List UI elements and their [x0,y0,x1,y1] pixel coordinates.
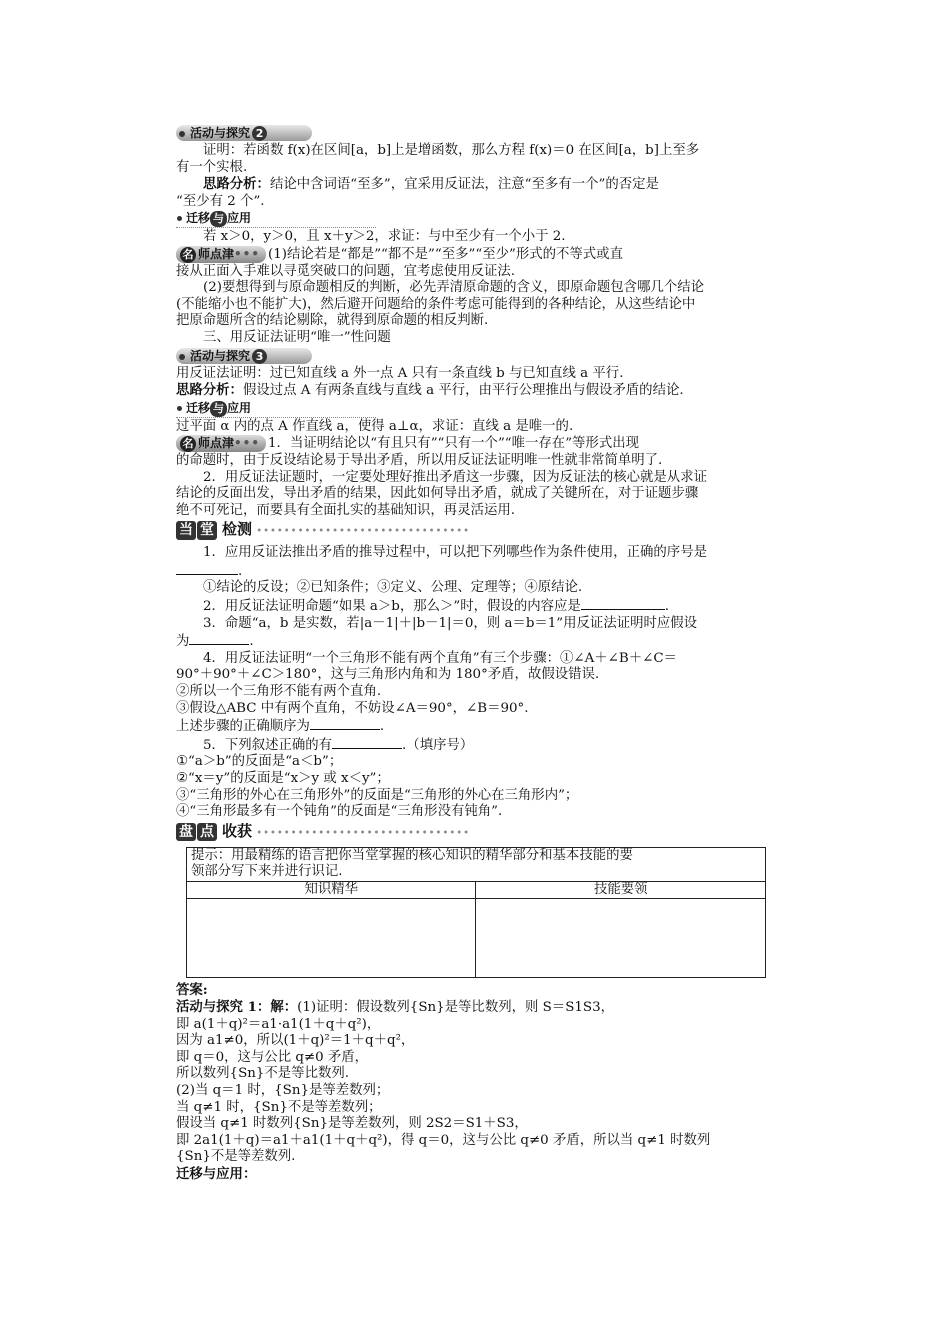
heading-block: 堂 [197,521,217,540]
answer-text: (1)证明：假设数列{Sn}是等比数列，则 S＝S1S3， [297,999,614,1015]
paragraph: 过平面 α 内的点 A 作直线 a，使得 a⊥α，求证：直线 a 是唯一的. [176,418,574,434]
section-heading-test [176,521,776,543]
paragraph: 接从正面入手难以寻觅突破口的问题，宜考虑使用反证法. [176,263,516,279]
option: ④“三角形最多有一个钝角”的反面是“三角形没有钝角”. [176,804,503,820]
heading-block: 当 [176,521,196,540]
paragraph: 绝不可死记，而要具有全面扎实的基础知识，再灵活运用. [176,502,516,518]
ming-icon: 名 [180,436,196,452]
teacher-note [176,435,776,453]
answer-line: (2)当 q＝1 时，{Sn}是等差数列； [176,1082,390,1098]
section-heading-harvest [176,823,776,845]
question-4: 4．用反证法证明“一个三角形不能有两个直角”有三个步骤：①∠A＋∠B＋∠C＝ [203,650,677,666]
paragraph: 用反证法证明：过已知直线 a 外一点 A 只有一条直线 b 与已知直线 a 平行. [176,365,624,381]
teacher-label: 师点津 [198,246,235,261]
paragraph: 90°＋90°＋∠C＞180°，这与三角形内角和为 180°矛盾，故假设错误. [176,667,600,683]
teacher-note [176,246,776,264]
answer-line: 所以数列{Sn}不是等比数列. [176,1066,349,1082]
analysis [176,176,776,194]
answer-blank[interactable] [332,736,402,749]
punct: . [249,634,254,650]
analysis-text: 结论中含词语“至多”，宜采用反证法，注意“至多有一个”的否定是 [269,177,659,193]
analysis [176,382,776,400]
hint-line: 领部分写下来并进行识记. [191,864,343,880]
skills-cell[interactable] [476,899,766,978]
answer-line: 当 q≠1 时，{Sn}不是等差数列； [176,1099,382,1115]
punct: . [238,563,243,579]
analysis-text: 假设过点 A 有两条直线与直线 a 平行，由平行公理推出与假设矛盾的结论. [242,383,684,399]
teacher-note-badge [176,246,266,263]
transfer-mid: 与 [210,211,227,227]
option: ②“x＝y”的反面是“x＞y 或 x＜y”； [176,771,390,786]
teacher-label: 师点津 [198,436,235,451]
answer-1 [176,999,776,1017]
answer-line: 即 q＝0，这与公比 q≠0 矛盾， [176,1049,369,1065]
question-text: 5．下列叙述正确的有 [203,737,333,753]
teacher-note-badge [176,435,266,452]
teacher-text: (1)结论若是“都是”“都不是”“至多”“至少”形式的不等式或直 [268,246,623,262]
punct: . [664,599,670,615]
option: ③“三角形的外心在三角形外”的反面是“三角形的外心在三角形内”； [176,787,579,803]
teacher-text: 1．当证明结论以“有且只有”“只有一个”“唯一存在”等形式出现 [268,436,639,452]
answer-line: 因为 a1≠0，所以(1＋q)²＝1＋q＋q²， [176,1033,415,1049]
punct: . [379,719,385,735]
transfer-mid: 与 [210,401,227,417]
paragraph: 2．用反证法证题时，一定要处理好推出矛盾这一步骤，因为反证法的核心就是从求证 [203,469,707,485]
question-3-blank [176,632,776,651]
solution-label: 解： [270,998,298,1015]
transfer-label-b: 应用 [227,211,252,226]
question-1: 1．应用反证法推出矛盾的推导过程中，可以把下列哪些作为条件使用，正确的序号是 [203,545,707,561]
badge-label: 活动与探究 [190,348,251,363]
badge-number: 2 [252,126,267,141]
option: ①“a＞b”的反面是“a＜b”； [176,754,343,770]
paragraph: ③假设△ABC 中有两个直角，不妨设∠A＝90°，∠B＝90°. [176,700,529,716]
badge-number: 3 [252,349,267,364]
activity-badge-2 [176,124,312,142]
answers-title: 答案: [176,982,208,999]
answer-line: 即 2a1(1＋q)＝a1＋a1(1＋q＋q²)，得 q＝0，这与公比 q≠0 矛盾，所以当 q≠1 时数列 [176,1132,711,1148]
paragraph: (不能缩小也不能扩大)，然后避开问题给的条件考虑可能得到的各种结论，从这些结论中 [176,296,696,312]
heading-rest: 收获 [222,821,253,840]
dots: ••• [234,436,261,451]
paragraph: 把原命题所含的结论剔除，就得到原命题的相反判断. [176,313,489,329]
question-text: 上述步骤的正确顺序为 [176,719,310,735]
question-3: 3．命题“a，b 是实数，若|a－1|＋|b－1|＝0，则 a＝b＝1”用反证法证明时应假设 [203,615,698,631]
analysis-label: 思路分析： [176,382,243,399]
answer-line: {Sn}不是等差数列. [176,1149,296,1165]
answer-line: 假设当 q≠1 时数列{Sn}是等差数列，则 2S2＝S1＋S3， [176,1116,528,1132]
summary-hint [187,847,766,881]
heading-trail: ••••••••••••••••••••••••••••••• [252,526,471,538]
paragraph: 证明：若函数 f(x)在区间[a，b]上是增函数，那么方程 f(x)＝0 在区间[a，b]上至多 [203,143,700,158]
transfer-label-b: 应用 [227,400,252,415]
section-heading: 三、用反证法证明“唯一”性问题 [203,329,391,345]
answer-blank[interactable] [189,632,249,645]
paragraph: ②所以一个三角形不能有两个直角. [176,684,382,700]
transfer-heading [176,210,376,228]
paragraph: “至少有 2 个”. [176,193,265,209]
transfer-label: 迁移 [186,400,211,415]
transfer-heading [176,400,376,418]
heading-rest: 检测 [222,520,253,539]
answer-blank[interactable] [581,597,665,610]
paragraph: 结论的反面出发，导出矛盾的结果，因此如何导出矛盾，就成了关键所在，对于证题步骤 [176,486,699,502]
question-text: 为 [176,634,190,650]
dots: ••• [234,246,261,261]
paragraph: 有一个实根. [176,159,248,175]
heading-trail: ••••••••••••••••••••••••••••••• [252,827,471,839]
badge-label: 活动与探究 [190,126,251,140]
column-header-knowledge: 知识精华 [187,881,476,899]
question-5 [176,736,776,755]
bullet-icon [179,354,185,360]
heading-block: 点 [197,823,217,842]
column-header-skills: 技能要领 [476,881,766,899]
bullet-icon [177,406,182,411]
question-4-order [176,717,776,736]
activity-badge-3 [176,347,312,365]
answer-label: 活动与探究 1： [176,998,271,1015]
question-1-options: ①结论的反设；②已知条件；③定义、公理、定理等；④原结论. [203,580,583,596]
summary-table [186,847,766,979]
transfer-answer-label: 迁移与应用： [176,1165,257,1182]
transfer-label: 迁移 [186,211,211,226]
hint-line: 提示：用最精练的语言把你当堂掌握的核心知识的精华部分和基本技能的要 [191,847,633,863]
answer-blank[interactable] [310,717,380,730]
question-text: 2．用反证法证明命题“如果 a＞b，那么＞”时，假设的内容应是 [203,599,581,615]
question-2 [176,597,776,616]
document-page [176,124,776,1183]
paragraph: 若 x＞0，y＞0，且 x＋y＞2，求证：与中至少有一个小于 2. [203,229,566,245]
paragraph: (2)要想得到与原命题相反的判断，必先弄清原命题的含义，即原命题包含哪几个结论 [203,280,705,296]
answer-line: 即 a(1＋q)²＝a1·a1(1＋q＋q²)， [176,1016,381,1032]
analysis-label: 思路分析： [203,176,270,193]
answer-blank[interactable] [176,562,238,575]
ming-icon: 名 [180,247,196,263]
paragraph: 的命题时，由于反设结论易于导出矛盾，所以用反证法证明唯一性就非常简单明了. [176,452,663,468]
heading-block: 盘 [176,823,196,842]
bullet-icon [179,131,185,137]
punct: .（填序号） [402,737,474,753]
knowledge-cell[interactable] [187,899,476,978]
question-1-blank [176,562,776,581]
